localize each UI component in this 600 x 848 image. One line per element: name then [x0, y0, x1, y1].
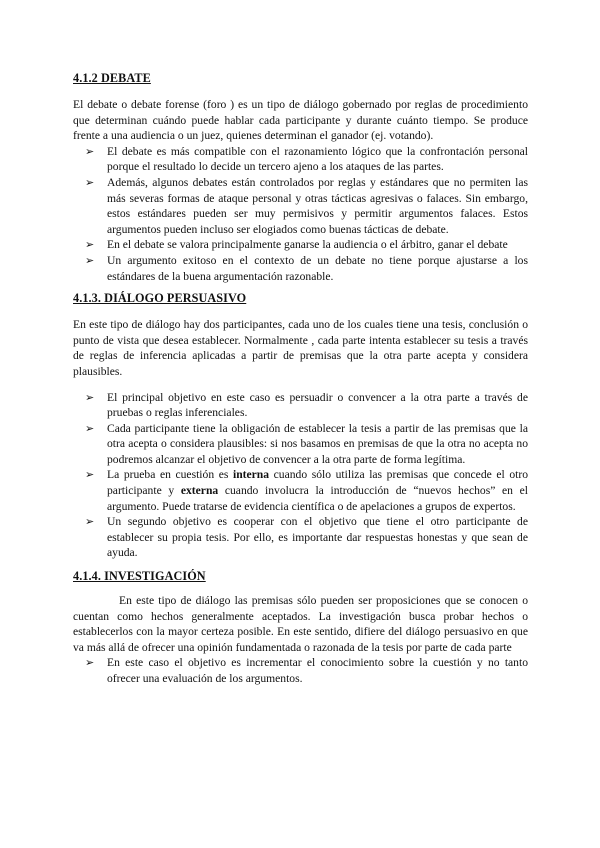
list-item-text: En el debate se valora principalmente ganarse la audiencia o el árbitro, ganar el debate — [107, 238, 508, 252]
persuasivo-bullet-list — [73, 390, 528, 562]
list-item — [85, 514, 528, 561]
section-heading-debate: 4.1.2 DEBATE — [73, 71, 151, 85]
list-item-text: Cada participante tiene la obligación de establecer la tesis a partir de las premisas que la otra acepta o considera plausibles: si nos basamos en premisas de que la otra no acepta no podremos alcanzar el objetivo de convencer a la otra parte de forma legítima. — [107, 421, 528, 466]
list-item-text-part: cuando sólo utiliza las premisas que concede el otro participante y — [107, 468, 528, 498]
arrow-bullet-icon: ➢ — [85, 175, 95, 189]
arrow-bullet-icon: ➢ — [85, 468, 95, 482]
keyword-interna: interna — [232, 468, 270, 482]
arrow-bullet-icon: ➢ — [85, 656, 95, 670]
arrow-bullet-icon: ➢ — [85, 515, 95, 529]
list-item — [85, 175, 528, 237]
investigacion-intro-paragraph: En este tipo de diálogo las premisas sólo pueden ser proposiciones que se conocen o cuentan como hechos generalmente aceptados. La investigación busca probar hechos o establecerlos con la mayor certeza posible. En este sentido, difiere del diálogo persuasivo en que va más allá de ofrecer una opinión fundamentada o razonada de la tesis por parte de cada parte — [73, 594, 528, 654]
list-item-text: Un argumento exitoso en el contexto de un debate no tiene porque ajustarse a los estándares de la buena argumentación razonable. — [107, 253, 528, 283]
arrow-bullet-icon: ➢ — [85, 253, 95, 267]
arrow-bullet-icon: ➢ — [85, 144, 95, 158]
list-item-text: Un segundo objetivo es cooperar con el objetivo que tiene el otro participante de establecer su propia tesis. Por ello, es importante dar respuestas honestas y que sean de ayuda. — [107, 515, 528, 560]
arrow-bullet-icon: ➢ — [85, 238, 95, 252]
arrow-bullet-icon: ➢ — [85, 421, 95, 435]
list-item-text: En este caso el objetivo es incrementar el conocimiento sobre la cuestión y no tanto ofrecer una evaluación de los argumentos. — [107, 656, 528, 685]
persuasivo-intro-paragraph: En este tipo de diálogo hay dos participantes, cada uno de los cuales tiene una tesis, conclusión o punto de vista que desea establecer. Normalmente , cada parte intenta establecer su tesis a través de reglas de inferencia aplicadas a partir de premisas que la otra parte acepta y considera plausibles. — [73, 318, 528, 378]
list-item — [85, 421, 528, 468]
list-item — [85, 144, 528, 175]
list-item — [85, 237, 528, 253]
list-item — [85, 655, 528, 686]
debate-intro-paragraph: El debate o debate forense (foro ) es un tipo de diálogo gobernado por reglas de procedimiento que determinan cuándo puede hablar cada participante y durante cuánto tiempo. Se produce frente a una audiencia o un juez, quienes determinan el ganador (ej. votando). — [73, 98, 528, 143]
list-item — [85, 390, 528, 421]
section-heading-dialogo-persuasivo: 4.1.3. DIÁLOGO PERSUASIVO — [73, 291, 247, 306]
list-item — [85, 467, 528, 514]
section-heading-investigacion: 4.1.4. INVESTIGACIÓN — [73, 569, 206, 584]
list-item-text: El debate es más compatible con el razonamiento lógico que la confrontación personal porque el resultado lo decide un tercero ajeno a los ataques de las partes. — [107, 144, 528, 174]
arrow-bullet-icon: ➢ — [85, 390, 95, 404]
list-item-text: El principal objetivo en este caso es persuadir o convencer a la otra parte a través de pruebas o reglas inferenciales. — [107, 390, 528, 420]
keyword-externa: externa — [180, 484, 219, 498]
list-item-text-part: cuando involucra la introducción de “nuevos hechos” en el argumento. Puede tratarse de evidencia científica o de apelaciones a grupos de expertos. — [107, 484, 528, 513]
list-item — [85, 253, 528, 284]
debate-bullet-list — [73, 144, 528, 284]
investigacion-bullet-list — [73, 655, 528, 686]
list-item-text-part: La prueba en cuestión es — [107, 468, 233, 482]
list-item-text: Además, algunos debates están controlados por reglas y estándares que no permiten las más severas formas de ataque personal y otras tácticas agresivas o falaces. Sin embargo, estos estándares pueden ser muy permisivos y permitir argumentos falaces. Estos argumentos pueden incluso ser elogiados como buenas tácticas de debate. — [107, 175, 528, 236]
